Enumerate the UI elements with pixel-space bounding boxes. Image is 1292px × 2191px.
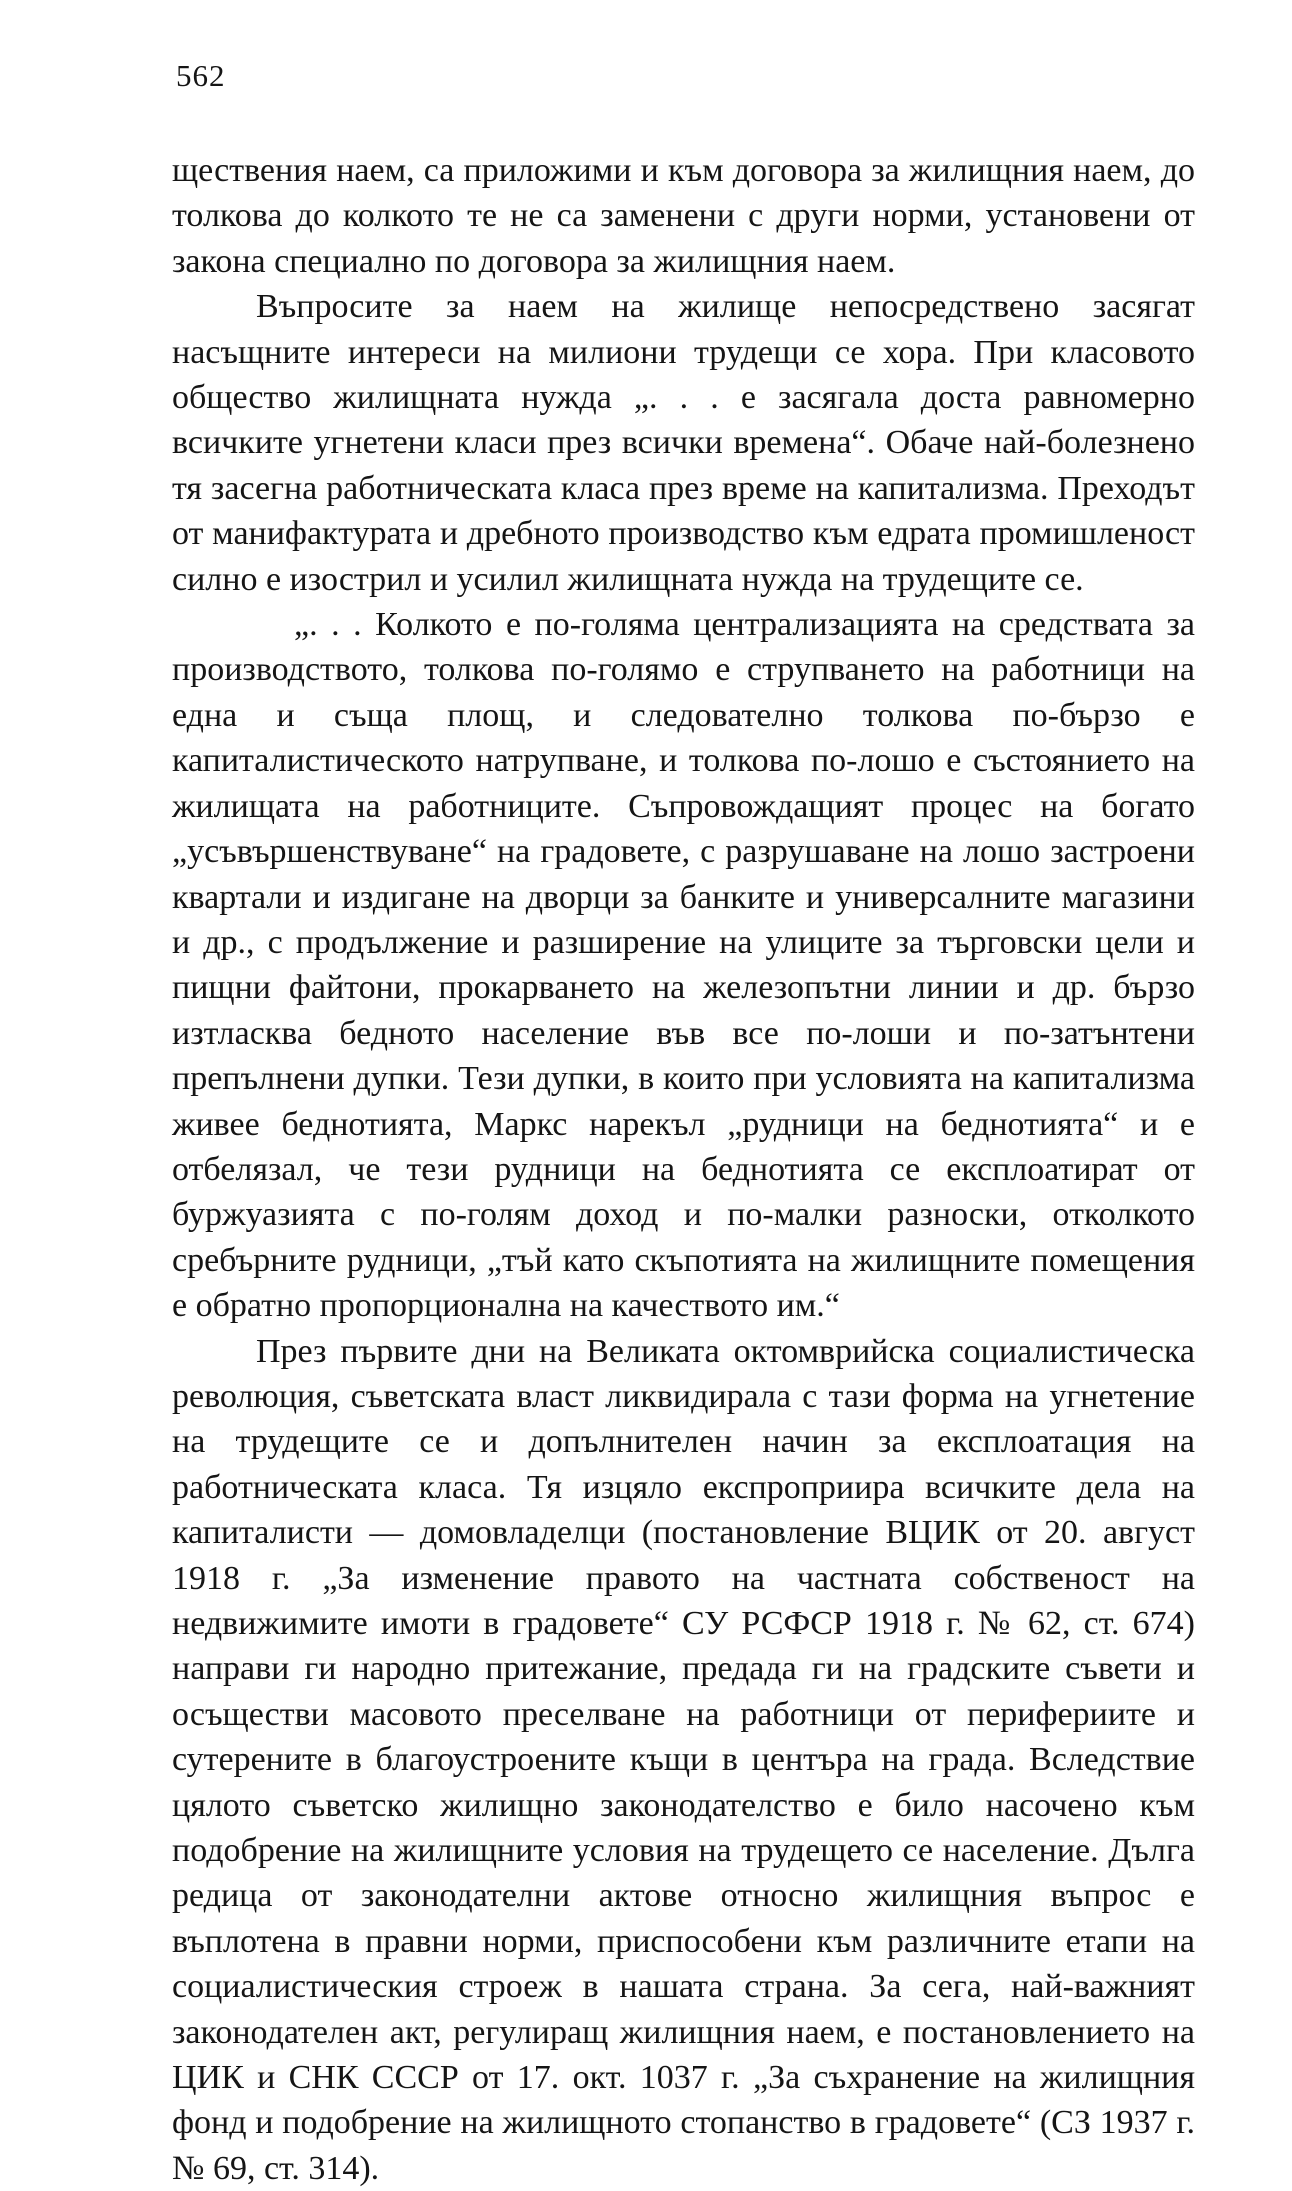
paragraph-housing-question: Въпросите за наем на жилище непосредствено засягат насъщните интереси на милиони трудещи се хора. При класовото общество жилищната нужда „. . . е засягала доста равномерно всичките угнетени класи през всички времена“. Обаче най-болезнено тя засегна работническата класа през време на капитализма. Преходът от манифактурата и дребното производство към едрата промишленост силно е изострил и усилил жилищната нужда на трудещите се. [172, 288, 1195, 598]
paragraph-quotation: „. . . Колкото е по-голяма централизацията на средствата за производството, толкова по-голямо е струпването на работници на една и съща площ, и следователно толкова по-бързо е капиталистическото натрупване, и толкова по-лошо е състоянието на жилищата на работниците. Съпровождащият процес на богато „усъвършенствуване“ на градовете, с разрушаване на лошо застроени квартали и издигане на дворци за банките и универсалните магазини и др., с продължение и разширение на улиците за търговски цели и пищни файтони, прокарването на железопътни линии и др. бързо изтласква бедното население във все по-лоши и по-затънтени препълнени дупки. Тези дупки, в които при условията на капитализма живее беднотията, Маркс нарекъл „рудници на беднотията“ и е отбелязал, че тези рудници на беднотията се експлоатират от буржуазията с по-голям доход и по-малки разноски, отколкото сребърните рудници, „тъй като скъпотията на жилищните помещения е обратно пропорционална на качеството им.“ [172, 606, 1195, 1325]
body-text [172, 148, 1195, 2191]
paragraph-continuation: ществения наем, са приложими и към договора за жилищния наем, до толкова до колкото те не са заменени с други норми, установени от закона специално по договора за жилищния наем. [172, 152, 1195, 280]
paragraph-october-revolution: През първите дни на Великата октомврийска социалистическа революция, съветската власт ликвидирала с тази форма на угнетение на трудещите се и допълнителен начин за експлоатация на работническата класа. Тя изцяло експроприира всичките дела на капиталисти — домовладелци (постановление ВЦИК от 20. август 1918 г. „За изменение правото на частната собственост на недвижимите имоти в градовете“ СУ РСФСР 1918 г. № 62, ст. 674) направи ги народно притежание, предада ги на градските съвети и осъществи масовото преселване на работници от перифериите и сутерените в благоустроените къщи в центъра на града. Вследствие цялото съветско жилищно законодателство е било насочено към подобрение на жилищните условия на трудещето се население. Дълга редица от законодателни актове относно жилищния въпрос е въплотена в правни норми, приспособени към различните етапи на социалистическия строеж в нашата страна. За сега, най-важният законодателен акт, регулиращ жилищния наем, е постановлението на ЦИК и СНК СССР от 17. окт. 1037 г. „За съхранение на жилищния фонд и подобрение на жилищното стопанство в градовете“ (СЗ 1937 г. № 69, ст. 314). [172, 1332, 1195, 2187]
page-number: 562 [176, 58, 226, 93]
